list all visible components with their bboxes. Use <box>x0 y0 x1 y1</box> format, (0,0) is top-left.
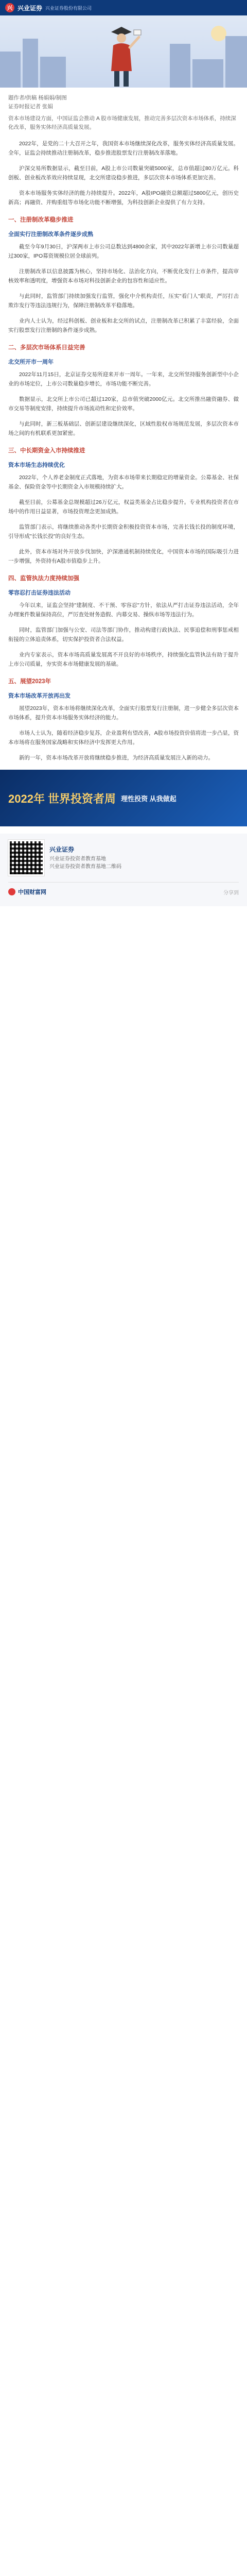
building-graphic <box>0 52 21 88</box>
paragraph: 沪深交易所数据显示，截至目前，A股上市公司数量突破5000家，总市值超过80万亿元。科创板、创业板改革效应持续显现，北交所建设稳步推进，多层次资本市场体系更加完善。 <box>8 165 239 181</box>
paragraph: 数据显示，北交所上市公司已超过120家，总市值突破2000亿元。北交所推出融资融券、做市交易等制度安排，持续提升市场流动性和定价效率。 <box>8 396 239 412</box>
building-graphic <box>170 44 190 88</box>
share-link[interactable]: 分享到 <box>223 890 239 896</box>
reporter-credit: 证券时报记者 张娟 <box>8 104 53 110</box>
section-title: 三、中长期资金入市持续推进 <box>8 448 85 454</box>
paragraph: 业内专家表示，资本市场高质量发展离不开良好的市场秩序，持续强化监管执法有助于提升上市公司质量，夯实资本市场健康发展的基础。 <box>8 652 239 667</box>
building-graphic <box>225 36 247 88</box>
qr-description: 兴业证券投资者教育基地 兴业证券投资者教育基地二维码 <box>49 856 121 870</box>
paragraph: 资本市场服务实体经济的能力持续提升。2022年，A股IPO融资总额超过5800亿元，创历史新高；再融资、并购重组等市场化功能不断增强，为科技创新企业提供了有力支持。 <box>8 190 239 206</box>
footer-bottom <box>8 882 239 896</box>
qr-code-icon[interactable] <box>8 840 44 876</box>
section-subtitle: 全面实行注册制改革条件逐步成熟 <box>8 231 93 238</box>
banner-title: 2022年 世界投资者周 <box>8 792 116 805</box>
paragraph: 2022年，个人养老金制度正式落地，为资本市场带来长期稳定的增量资金。公募基金、社保基金、保险资金等中长期资金入市规模持续扩大。 <box>8 474 239 490</box>
banner-subtitle: 理性投资 从我做起 <box>121 794 177 803</box>
paragraph: 市场人士认为，随着经济稳步复苏，企业盈利有望改善，A股市场投资价值将进一步凸显，资本市场将在服务国家战略和实体经济中发挥更大作用。 <box>8 730 239 745</box>
paragraph: 此外，资本市场对外开放步伐加快，沪深港通机制持续优化，中国资本市场的国际吸引力进一步增强，外资持有A股市值稳步上升。 <box>8 549 239 564</box>
section-subtitle: 资本市场生态持续优化 <box>8 462 65 468</box>
paragraph: 监管部门表示，将继续推动各类中长期资金积极投资资本市场，完善长钱长投的制度环境，引导形成"长钱长投"的良好生态。 <box>8 524 239 539</box>
qr-section <box>8 840 239 876</box>
paragraph: 业内人士认为，经过科创板、创业板和北交所的试点，注册制改革已积累了丰富经验，全面实行股票发行注册制的条件逐步成熟。 <box>8 318 239 333</box>
editor-credit: 题作者/供稿 杨娟娟/制图 <box>8 95 67 101</box>
brand-name: 兴业证券 <box>17 4 43 12</box>
section-subtitle: 零容忍打击证券违法活动 <box>8 590 70 596</box>
paragraph: 注册制改革以信息披露为核心，坚持市场化、法治化方向，不断优化发行上市条件，提高审核效率和透明度，增强资本市场对科技创新企业的包容性和适应性。 <box>8 268 239 284</box>
building-graphic <box>23 39 38 88</box>
building-graphic <box>192 59 223 88</box>
section-title: 四、监管执法力度持续加强 <box>8 575 79 582</box>
section-title: 一、注册制改革稳步推进 <box>8 217 74 223</box>
section-subtitle: 资本市场改革开放再出发 <box>8 693 70 699</box>
paragraph: 新的一年，资本市场改革开放将继续稳步推进，为经济高质量发展注入新的动力。 <box>19 755 214 761</box>
footer-brand-name: 中国财富网 <box>18 889 46 895</box>
paragraph: 今年以来，证监会坚持"建制度、不干预、零容忍"方针，依法从严打击证券违法活动，全年办理案件数量保持高位，严厉查处财务造假、内幕交易、操纵市场等违法行为。 <box>8 602 239 618</box>
building-graphic <box>40 57 66 88</box>
qr-title: 兴业证券 <box>49 846 75 853</box>
article-body <box>0 88 247 762</box>
paragraph: 2022年，是党的二十大召开之年，我国资本市场继续深化改革，服务实体经济高质量发展。全年，证监会持续推动注册制改革，稳步推进股票发行注册制改革落地。 <box>8 141 239 156</box>
brand-logo-icon: 兴 <box>5 3 14 12</box>
footer-brand[interactable] <box>8 888 46 896</box>
section-title: 五、展望2023年 <box>8 679 51 685</box>
article-lead: 资本市场建设方面，中国证监会推动 A 股市场健康发展，推动完善多层次资本市场体系，持续深化改革，服务实体经济高质量发展。 <box>8 115 236 130</box>
paragraph: 与此同时，监管部门持续加强发行监管，强化中介机构责任，压实"看门人"职责，严厉打击欺诈发行等违法违规行为，保障注册制改革平稳落地。 <box>8 293 239 309</box>
hero-image <box>0 15 247 88</box>
section-title: 二、多层次市场体系日益完善 <box>8 345 85 351</box>
brand-logo-icon <box>8 888 15 895</box>
section-subtitle: 北交所开市一周年 <box>8 359 54 365</box>
paragraph: 截至今年9月30日，沪深两市上市公司总数达到4800余家，其中2022年新增上市公司数量超过300家，IPO募资规模位居全球前列。 <box>8 244 239 259</box>
top-bar <box>0 0 247 15</box>
paragraph: 截至目前，公募基金总规模超过26万亿元，权益类基金占比稳步提升。专业机构投资者在市场中的作用日益显著，市场投资理念更加成熟。 <box>8 499 239 515</box>
paragraph: 2022年11月15日，北京证券交易所迎来开市一周年。一年来，北交所坚持服务创新型中小企业的市场定位，上市公司数量稳步增长，市场功能不断完善。 <box>8 371 239 387</box>
graduate-figure-icon <box>101 25 142 88</box>
article-meta <box>8 94 239 110</box>
promo-banner[interactable] <box>0 770 247 826</box>
paragraph: 同时，监管部门加强与公安、司法等部门协作，推动构建行政执法、民事追偿和刑事惩戒相衔接的立体追责体系，切实保护投资者合法权益。 <box>8 627 239 642</box>
sun-graphic <box>211 26 226 41</box>
paragraph: 与此同时，新三板基础层、创新层建设继续深化，区域性股权市场规范发展，多层次资本市场之间的有机联系更加紧密。 <box>8 421 239 436</box>
footer <box>0 834 247 906</box>
paragraph: 展望2023年，资本市场将继续深化改革，全面实行股票发行注册制，进一步健全多层次资本市场体系，提升资本市场服务实体经济的能力。 <box>8 705 239 721</box>
brand-subtitle: 兴业证券股份有限公司 <box>45 5 92 11</box>
